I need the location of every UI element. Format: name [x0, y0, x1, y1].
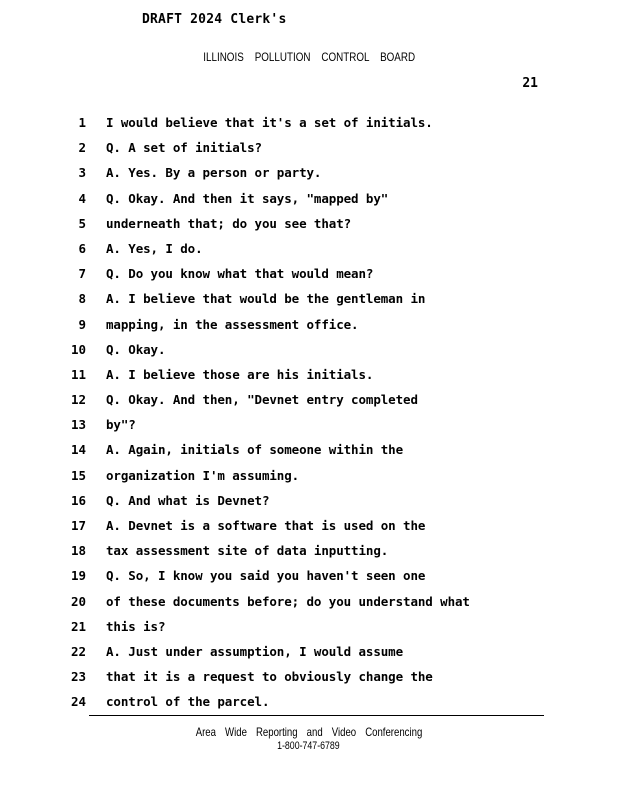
line-number: 22: [70, 643, 86, 659]
transcript-line: [0, 211, 618, 236]
line-number: 1: [78, 115, 86, 130]
transcript-line: [0, 261, 618, 286]
line-text: that it is a request to obviously change the: [106, 669, 433, 685]
transcript-line: [0, 135, 618, 160]
line-text: Q. And what is Devnet?: [106, 492, 270, 508]
line-number: 23: [70, 669, 86, 685]
footer-company: Area Wide Reporting and Video Conferencing: [195, 725, 423, 739]
transcript-line: [0, 589, 618, 614]
line-number: 2: [78, 140, 86, 156]
transcript-line: [0, 312, 618, 337]
transcript-line: [0, 437, 618, 462]
line-number: 11: [70, 366, 86, 382]
line-text: this is?: [106, 618, 166, 634]
line-text: A. Yes, I do.: [106, 240, 203, 256]
transcript-line: [0, 110, 618, 135]
line-text: mapping, in the assessment office.: [106, 316, 359, 332]
line-number: 3: [78, 165, 86, 181]
line-text: Q. Okay. And then it says, "mapped by": [106, 190, 389, 206]
transcript-line: [0, 286, 618, 311]
line-text: Q. A set of initials?: [106, 140, 262, 156]
line-text: Q. Okay. And then, "Devnet entry completed: [106, 392, 418, 408]
transcript-line: [0, 362, 618, 387]
transcript-line: [0, 412, 618, 437]
footer-phone: 1-800-747-6789: [277, 740, 340, 752]
header-stamp: DRAFT 2024 Clerk's: [142, 12, 287, 27]
line-text: I would believe that it's a set of initials.: [106, 115, 433, 130]
line-number: 21: [70, 618, 86, 634]
line-number: 15: [70, 467, 86, 483]
line-text: A. I believe those are his initials.: [106, 366, 374, 382]
line-text: Q. So, I know you said you haven't seen one: [106, 568, 426, 584]
line-number: 10: [70, 341, 86, 357]
line-number: 17: [70, 518, 86, 533]
transcript-line: [0, 236, 618, 261]
footer-divider: [89, 715, 544, 716]
transcript-line: [0, 463, 618, 488]
line-text: tax assessment site of data inputting.: [106, 543, 389, 559]
transcript-line: [0, 337, 618, 362]
transcript-line: [0, 387, 618, 412]
transcript-line: [0, 488, 618, 513]
line-number: 14: [70, 442, 86, 458]
line-number: 12: [70, 392, 86, 408]
line-number: 9: [78, 316, 86, 332]
line-number: 24: [70, 694, 86, 710]
board-title: ILLINOIS POLLUTION CONTROL BOARD: [203, 50, 416, 64]
transcript-line: [0, 614, 618, 639]
line-number: 5: [78, 215, 86, 231]
transcript-line: [0, 538, 618, 563]
transcript-line: [0, 689, 618, 714]
line-number: 16: [70, 492, 86, 508]
transcript-body: [0, 110, 618, 715]
line-number: 19: [70, 568, 86, 584]
transcript-line: [0, 664, 618, 689]
line-number: 6: [78, 240, 86, 256]
line-text: control of the parcel.: [106, 694, 270, 710]
line-number: 8: [78, 291, 86, 307]
transcript-line: [0, 513, 618, 538]
line-text: A. Just under assumption, I would assume: [106, 643, 404, 659]
line-number: 4: [78, 190, 86, 206]
line-text: of these documents before; do you understand what: [106, 593, 470, 609]
line-text: A. I believe that would be the gentleman in: [106, 291, 426, 307]
line-number: 18: [70, 543, 86, 559]
page-number: 21: [522, 76, 538, 91]
line-number: 7: [78, 266, 86, 282]
transcript-line: [0, 186, 618, 211]
line-text: Q. Do you know what that would mean?: [106, 266, 374, 282]
transcript-line: [0, 639, 618, 664]
line-text: by"?: [106, 417, 136, 433]
line-text: Q. Okay.: [106, 341, 166, 357]
line-number: 13: [70, 417, 86, 433]
transcript-line: [0, 563, 618, 588]
line-number: 20: [70, 593, 86, 609]
line-text: organization I'm assuming.: [106, 467, 300, 483]
transcript-line: [0, 160, 618, 185]
line-text: A. Yes. By a person or party.: [106, 165, 322, 181]
line-text: A. Again, initials of someone within the: [106, 442, 404, 458]
line-text: underneath that; do you see that?: [106, 215, 352, 231]
line-text: A. Devnet is a software that is used on the: [106, 518, 426, 533]
